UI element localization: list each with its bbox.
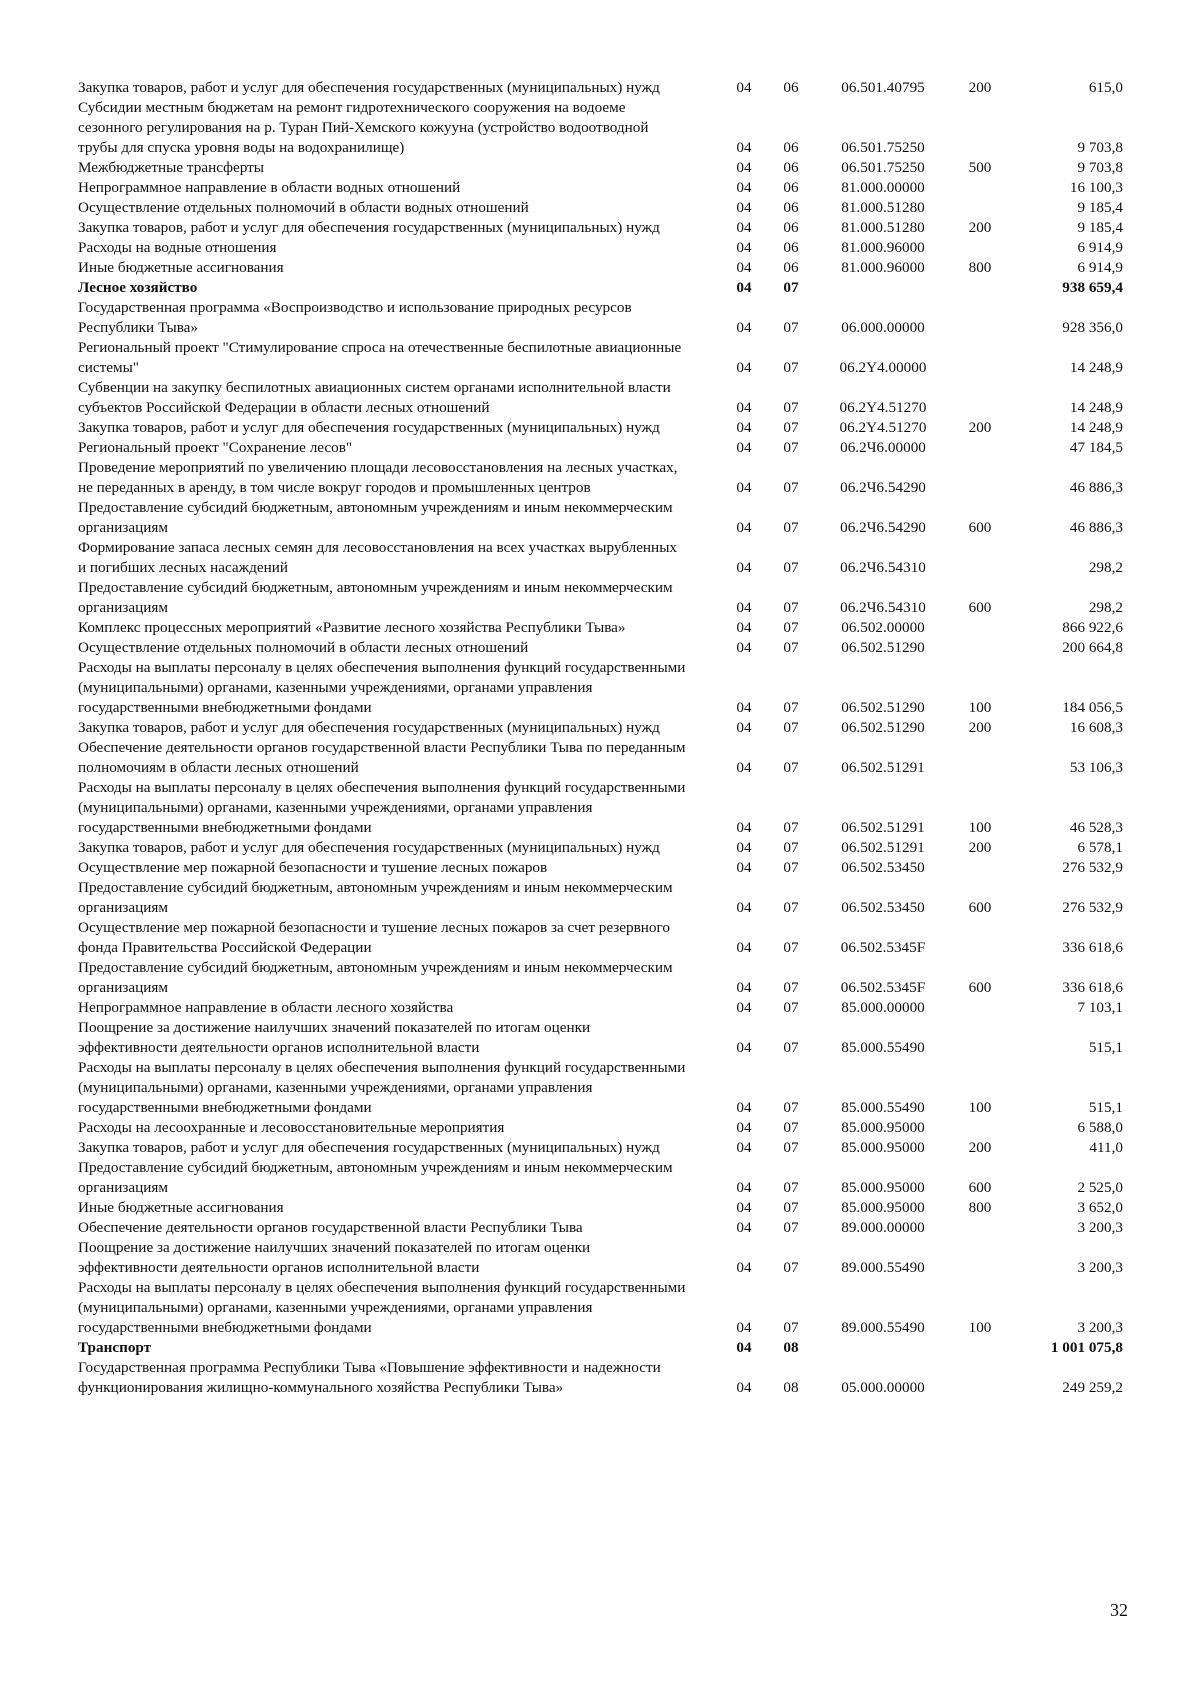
amount: 3 200,3: [1077, 1259, 1123, 1276]
amount: 928 356,0: [1062, 319, 1123, 336]
target-article-code: 06.000.00000: [841, 319, 925, 336]
subsection-code: 06: [783, 139, 799, 156]
table-row: [78, 878, 1128, 918]
subsection-code: 07: [783, 1099, 799, 1116]
table-row: [78, 838, 1128, 858]
table-row: [78, 238, 1128, 258]
subsection-code: 07: [783, 819, 799, 836]
row-name: Формирование запаса лесных семян для лесовосстановления на всех участках вырубленных и погибших лесных насаждений: [78, 539, 677, 576]
table-row: [78, 298, 1128, 338]
section-code: 04: [736, 259, 752, 276]
target-article-code: 89.000.55490: [841, 1319, 925, 1336]
target-article-code: 06.502.51290: [841, 639, 925, 656]
section-code: 04: [736, 199, 752, 216]
row-name: Обеспечение деятельности органов государственной власти Республики Тыва: [78, 1219, 583, 1236]
section-code: 04: [736, 79, 752, 96]
subsection-code: 06: [783, 219, 799, 236]
section-code: 04: [736, 1099, 752, 1116]
subsection-code: 06: [783, 179, 799, 196]
subsection-code: 07: [783, 719, 799, 736]
table-row: [78, 1278, 1128, 1338]
subsection-code: 07: [783, 599, 799, 616]
expense-type-code: 100: [968, 1319, 992, 1336]
table-row: [78, 1158, 1128, 1198]
table-row: [78, 178, 1128, 198]
table-row: [78, 1238, 1128, 1278]
expense-type-code: 200: [968, 219, 992, 236]
row-name: Региональный проект "Сохранение лесов": [78, 439, 353, 456]
amount: 200 664,8: [1062, 639, 1123, 656]
amount: 46 528,3: [1069, 819, 1123, 836]
row-name: Расходы на выплаты персоналу в целях обеспечения выполнения функций государственными (муниципальными) органами, казенными учреждениями, органами управления государственными внебюджетными фондами: [78, 779, 686, 836]
target-article-code: 89.000.00000: [841, 1219, 925, 1236]
amount: 6 914,9: [1077, 259, 1123, 276]
subsection-code: 07: [783, 1039, 799, 1056]
target-article-code: 81.000.51280: [841, 199, 925, 216]
row-name: Иные бюджетные ассигнования: [78, 1199, 284, 1216]
target-article-code: 06.2Ч6.54310: [840, 599, 926, 616]
amount: 16 100,3: [1069, 179, 1123, 196]
subsection-code: 07: [783, 279, 799, 296]
section-code: 04: [736, 599, 752, 616]
row-name: Закупка товаров, работ и услуг для обеспечения государственных (муниципальных) нужд: [78, 79, 660, 96]
table-row: [78, 158, 1128, 178]
section-code: 04: [736, 419, 752, 436]
subsection-code: 07: [783, 619, 799, 636]
subsection-code: 07: [783, 419, 799, 436]
row-name: Осуществление отдельных полномочий в области лесных отношений: [78, 639, 529, 656]
target-article-code: 06.2Y4.51270: [839, 399, 927, 416]
table-row: [78, 1118, 1128, 1138]
amount: 336 618,6: [1062, 939, 1123, 956]
amount: 515,1: [1088, 1099, 1123, 1116]
amount: 9 185,4: [1077, 199, 1123, 216]
row-name: Предоставление субсидий бюджетным, автономным учреждениям и иным некоммерческим организациям: [78, 959, 673, 996]
section-code: 04: [736, 519, 752, 536]
expense-type-code: 200: [968, 839, 992, 856]
target-article-code: 81.000.51280: [841, 219, 925, 236]
amount: 276 532,9: [1062, 859, 1123, 876]
expense-type-code: 800: [968, 259, 992, 276]
target-article-code: 06.2Ч6.54290: [840, 479, 926, 496]
table-row: [78, 338, 1128, 378]
target-article-code: 89.000.55490: [841, 1259, 925, 1276]
table-row: [78, 618, 1128, 638]
subsection-code: 08: [783, 1339, 799, 1356]
section-code: 04: [736, 619, 752, 636]
subsection-code: 07: [783, 1259, 799, 1276]
table-row: [78, 1018, 1128, 1058]
subsection-code: 07: [783, 979, 799, 996]
table-row: [78, 418, 1128, 438]
row-name: Закупка товаров, работ и услуг для обеспечения государственных (муниципальных) нужд: [78, 219, 660, 236]
table-row: [78, 658, 1128, 718]
target-article-code: 06.502.51290: [841, 699, 925, 716]
target-article-code: 06.502.51291: [841, 839, 925, 856]
target-article-code: 85.000.95000: [841, 1139, 925, 1156]
amount: 6 588,0: [1077, 1119, 1123, 1136]
table-row: [78, 458, 1128, 498]
section-code: 04: [736, 559, 752, 576]
target-article-code: 81.000.00000: [841, 179, 925, 196]
target-article-code: 85.000.95000: [841, 1119, 925, 1136]
amount: 3 200,3: [1077, 1319, 1123, 1336]
amount: 6 578,1: [1077, 839, 1123, 856]
section-code: 04: [736, 159, 752, 176]
section-code: 04: [736, 219, 752, 236]
row-name: Закупка товаров, работ и услуг для обеспечения государственных (муниципальных) нужд: [78, 719, 660, 736]
expense-type-code: 600: [968, 1179, 992, 1196]
section-code: 04: [736, 319, 752, 336]
row-name: Проведение мероприятий по увеличению площади лесовосстановления на лесных участках, не переданных в аренду, в том числе вокруг городов и промышленных центров: [78, 459, 678, 496]
row-name: Расходы на лесоохранные и лесовосстановительные мероприятия: [78, 1119, 505, 1136]
section-code: 04: [736, 1199, 752, 1216]
amount: 515,1: [1088, 1039, 1123, 1056]
table-row: [78, 198, 1128, 218]
expense-type-code: 600: [968, 899, 992, 916]
row-name: Региональный проект "Стимулирование спроса на отечественные беспилотные авиационные системы": [78, 339, 682, 376]
subsection-code: 07: [783, 1139, 799, 1156]
amount: 2 525,0: [1077, 1179, 1123, 1196]
row-name: Осуществление мер пожарной безопасности и тушение лесных пожаров: [78, 859, 548, 876]
table-row: [78, 918, 1128, 958]
subsection-code: 06: [783, 259, 799, 276]
section-code: 04: [736, 1319, 752, 1336]
target-article-code: 06.2Ч6.54310: [840, 559, 926, 576]
target-article-code: 06.502.00000: [841, 619, 925, 636]
table-row: [78, 578, 1128, 618]
subsection-code: 07: [783, 1219, 799, 1236]
amount: 16 608,3: [1069, 719, 1123, 736]
subsection-code: 06: [783, 199, 799, 216]
target-article-code: 06.501.75250: [841, 139, 925, 156]
amount: 615,0: [1088, 79, 1123, 96]
subsection-code: 07: [783, 839, 799, 856]
subsection-code: 07: [783, 1119, 799, 1136]
subsection-code: 07: [783, 639, 799, 656]
section-code: 04: [736, 279, 752, 296]
table-row: [78, 1058, 1128, 1118]
row-name: Поощрение за достижение наилучших значений показателей по итогам оценки эффективности деятельности органов исполнительной власти: [78, 1239, 591, 1276]
table-row: [78, 98, 1128, 158]
row-name: Расходы на выплаты персоналу в целях обеспечения выполнения функций государственными (муниципальными) органами, казенными учреждениями, органами управления государственными внебюджетными фондами: [78, 1059, 686, 1116]
target-article-code: 85.000.55490: [841, 1039, 925, 1056]
row-name: Осуществление мер пожарной безопасности и тушение лесных пожаров за счет резервного фонда Правительства Российской Федерации: [78, 919, 670, 956]
target-article-code: 06.502.5345F: [840, 979, 926, 996]
subsection-code: 07: [783, 859, 799, 876]
row-name: Расходы на выплаты персоналу в целях обеспечения выполнения функций государственными (муниципальными) органами, казенными учреждениями, органами управления государственными внебюджетными фондами: [78, 659, 686, 716]
amount: 298,2: [1088, 599, 1123, 616]
subsection-code: 07: [783, 439, 799, 456]
subsection-code: 07: [783, 899, 799, 916]
row-name: Предоставление субсидий бюджетным, автономным учреждениям и иным некоммерческим организациям: [78, 499, 673, 536]
table-row: [78, 858, 1128, 878]
expense-type-code: 100: [968, 699, 992, 716]
table-row: [78, 738, 1128, 778]
target-article-code: 06.502.53450: [841, 899, 925, 916]
amount: 14 248,9: [1069, 359, 1123, 376]
table-row: [78, 78, 1128, 98]
subsection-code: 07: [783, 399, 799, 416]
table-row: [78, 638, 1128, 658]
table-row: [78, 958, 1128, 998]
expense-type-code: 200: [968, 79, 992, 96]
amount: 9 703,8: [1077, 139, 1123, 156]
amount: 3 652,0: [1077, 1199, 1123, 1216]
target-article-code: 06.502.53450: [841, 859, 925, 876]
target-article-code: 06.2Y4.51270: [839, 419, 927, 436]
target-article-code: 06.502.51291: [841, 819, 925, 836]
section-code: 04: [736, 759, 752, 776]
table-row: [78, 1198, 1128, 1218]
table-row: [78, 778, 1128, 838]
expense-type-code: 200: [968, 1139, 992, 1156]
row-name: Транспорт: [78, 1339, 152, 1356]
row-name: Непрограммное направление в области водных отношений: [78, 179, 461, 196]
table-row: [78, 378, 1128, 418]
budget-table: [78, 78, 1128, 1398]
expense-type-code: 100: [968, 1099, 992, 1116]
amount: 298,2: [1088, 559, 1123, 576]
row-name: Расходы на выплаты персоналу в целях обеспечения выполнения функций государственными (муниципальными) органами, казенными учреждениями, органами управления государственными внебюджетными фондами: [78, 1279, 686, 1336]
section-code: 04: [736, 1179, 752, 1196]
row-name: Расходы на водные отношения: [78, 239, 277, 256]
target-article-code: 06.2Y4.00000: [839, 359, 927, 376]
subsection-code: 07: [783, 759, 799, 776]
target-article-code: 85.000.95000: [841, 1179, 925, 1196]
row-name: Осуществление отдельных полномочий в области водных отношений: [78, 199, 529, 216]
target-article-code: 85.000.55490: [841, 1099, 925, 1116]
row-name: Предоставление субсидий бюджетным, автономным учреждениям и иным некоммерческим организациям: [78, 879, 673, 916]
section-code: 04: [736, 999, 752, 1016]
section-code: 04: [736, 939, 752, 956]
table-row: [78, 498, 1128, 538]
section-code: 04: [736, 819, 752, 836]
subsection-code: 07: [783, 479, 799, 496]
row-name: Субсидии местным бюджетам на ремонт гидротехнического сооружения на водоеме сезонного регулирования на р. Туран Пий-Хемского кожууна (устройство водоотводной трубы для спуска уровня воды на водохранилище): [78, 99, 649, 156]
amount: 53 106,3: [1069, 759, 1123, 776]
section-code: 04: [736, 699, 752, 716]
expense-type-code: 500: [968, 159, 992, 176]
target-article-code: 06.2Ч6.00000: [840, 439, 926, 456]
subsection-code: 07: [783, 999, 799, 1016]
section-code: 04: [736, 1139, 752, 1156]
amount: 249 259,2: [1062, 1379, 1123, 1396]
section-code: 04: [736, 479, 752, 496]
amount: 411,0: [1089, 1139, 1123, 1156]
row-name: Непрограммное направление в области лесного хозяйства: [78, 999, 454, 1016]
row-name: Субвенции на закупку беспилотных авиационных систем органами исполнительной власти субъектов Российской Федерации в области лесных отношений: [78, 379, 671, 416]
section-code: 04: [736, 1219, 752, 1236]
row-name: Лесное хозяйство: [78, 279, 198, 296]
section-code: 04: [736, 139, 752, 156]
table-row: [78, 1138, 1128, 1158]
section-code: 04: [736, 439, 752, 456]
section-code: 04: [736, 359, 752, 376]
amount: 866 922,6: [1062, 619, 1123, 636]
table-row: [78, 1218, 1128, 1238]
table-row: [78, 278, 1128, 298]
section-code: 04: [736, 899, 752, 916]
target-article-code: 06.501.40795: [841, 79, 925, 96]
section-code: 04: [736, 839, 752, 856]
expense-type-code: 800: [968, 1199, 992, 1216]
row-name: Закупка товаров, работ и услуг для обеспечения государственных (муниципальных) нужд: [78, 839, 660, 856]
amount: 46 886,3: [1069, 479, 1123, 496]
amount: 47 184,5: [1069, 439, 1123, 456]
subsection-code: 06: [783, 239, 799, 256]
amount: 14 248,9: [1069, 399, 1123, 416]
amount: 276 532,9: [1062, 899, 1123, 916]
amount: 184 056,5: [1062, 699, 1123, 716]
table-row: [78, 538, 1128, 578]
row-name: Поощрение за достижение наилучших значений показателей по итогам оценки эффективности деятельности органов исполнительной власти: [78, 1019, 591, 1056]
amount: 9 703,8: [1077, 159, 1123, 176]
row-name: Государственная программа Республики Тыва «Повышение эффективности и надежности функционирования жилищно-коммунального хозяйства Республики Тыва»: [78, 1359, 661, 1396]
expense-type-code: 600: [968, 979, 992, 996]
subsection-code: 07: [783, 1319, 799, 1336]
target-article-code: 06.502.5345F: [840, 939, 926, 956]
expense-type-code: 600: [968, 599, 992, 616]
table-row: [78, 438, 1128, 458]
table-row: [78, 1338, 1128, 1358]
section-code: 04: [736, 1039, 752, 1056]
row-name: Предоставление субсидий бюджетным, автономным учреждениям и иным некоммерческим организациям: [78, 1159, 673, 1196]
section-code: 04: [736, 239, 752, 256]
amount: 7 103,1: [1077, 999, 1123, 1016]
row-name: Межбюджетные трансферты: [78, 159, 264, 176]
row-name: Государственная программа «Воспроизводство и использование природных ресурсов Республики Тыва»: [78, 299, 632, 336]
target-article-code: 05.000.00000: [841, 1379, 925, 1396]
section-code: 04: [736, 1379, 752, 1396]
expense-type-code: 200: [968, 719, 992, 736]
amount: 14 248,9: [1069, 419, 1123, 436]
amount: 3 200,3: [1077, 1219, 1123, 1236]
section-code: 04: [736, 719, 752, 736]
amount: 1 001 075,8: [1050, 1339, 1123, 1356]
expense-type-code: 200: [968, 419, 992, 436]
amount: 9 185,4: [1077, 219, 1123, 236]
target-article-code: 85.000.95000: [841, 1199, 925, 1216]
subsection-code: 06: [783, 159, 799, 176]
amount: 336 618,6: [1062, 979, 1123, 996]
target-article-code: 06.501.75250: [841, 159, 925, 176]
section-code: 04: [736, 1259, 752, 1276]
section-code: 04: [736, 979, 752, 996]
subsection-code: 07: [783, 939, 799, 956]
table-row: [78, 1358, 1128, 1398]
row-name: Комплекс процессных мероприятий «Развитие лесного хозяйства Республики Тыва»: [78, 619, 626, 636]
page-number: 32: [1110, 1600, 1128, 1620]
table-row: [78, 998, 1128, 1018]
target-article-code: 06.502.51291: [841, 759, 925, 776]
section-code: 04: [736, 399, 752, 416]
table-row: [78, 718, 1128, 738]
target-article-code: 06.2Ч6.54290: [840, 519, 926, 536]
section-code: 04: [736, 859, 752, 876]
subsection-code: 07: [783, 359, 799, 376]
expense-type-code: 100: [968, 819, 992, 836]
expense-type-code: 600: [968, 519, 992, 536]
amount: 938 659,4: [1062, 279, 1123, 296]
target-article-code: 81.000.96000: [841, 259, 925, 276]
row-name: Иные бюджетные ассигнования: [78, 259, 284, 276]
row-name: Предоставление субсидий бюджетным, автономным учреждениям и иным некоммерческим организациям: [78, 579, 673, 616]
section-code: 04: [736, 1119, 752, 1136]
row-name: Закупка товаров, работ и услуг для обеспечения государственных (муниципальных) нужд: [78, 1139, 660, 1156]
subsection-code: 07: [783, 1179, 799, 1196]
section-code: 04: [736, 639, 752, 656]
target-article-code: 06.502.51290: [841, 719, 925, 736]
subsection-code: 07: [783, 559, 799, 576]
target-article-code: 85.000.00000: [841, 999, 925, 1016]
amount: 46 886,3: [1069, 519, 1123, 536]
section-code: 04: [736, 1339, 752, 1356]
section-code: 04: [736, 179, 752, 196]
subsection-code: 07: [783, 519, 799, 536]
subsection-code: 06: [783, 79, 799, 96]
subsection-code: 07: [783, 1199, 799, 1216]
row-name: Закупка товаров, работ и услуг для обеспечения государственных (муниципальных) нужд: [78, 419, 660, 436]
target-article-code: 81.000.96000: [841, 239, 925, 256]
subsection-code: 08: [783, 1379, 799, 1396]
table-row: [78, 258, 1128, 278]
subsection-code: 07: [783, 319, 799, 336]
table-row: [78, 218, 1128, 238]
amount: 6 914,9: [1077, 239, 1123, 256]
subsection-code: 07: [783, 699, 799, 716]
row-name: Обеспечение деятельности органов государственной власти Республики Тыва по переданным полномочиям в области лесных отношений: [78, 739, 686, 776]
